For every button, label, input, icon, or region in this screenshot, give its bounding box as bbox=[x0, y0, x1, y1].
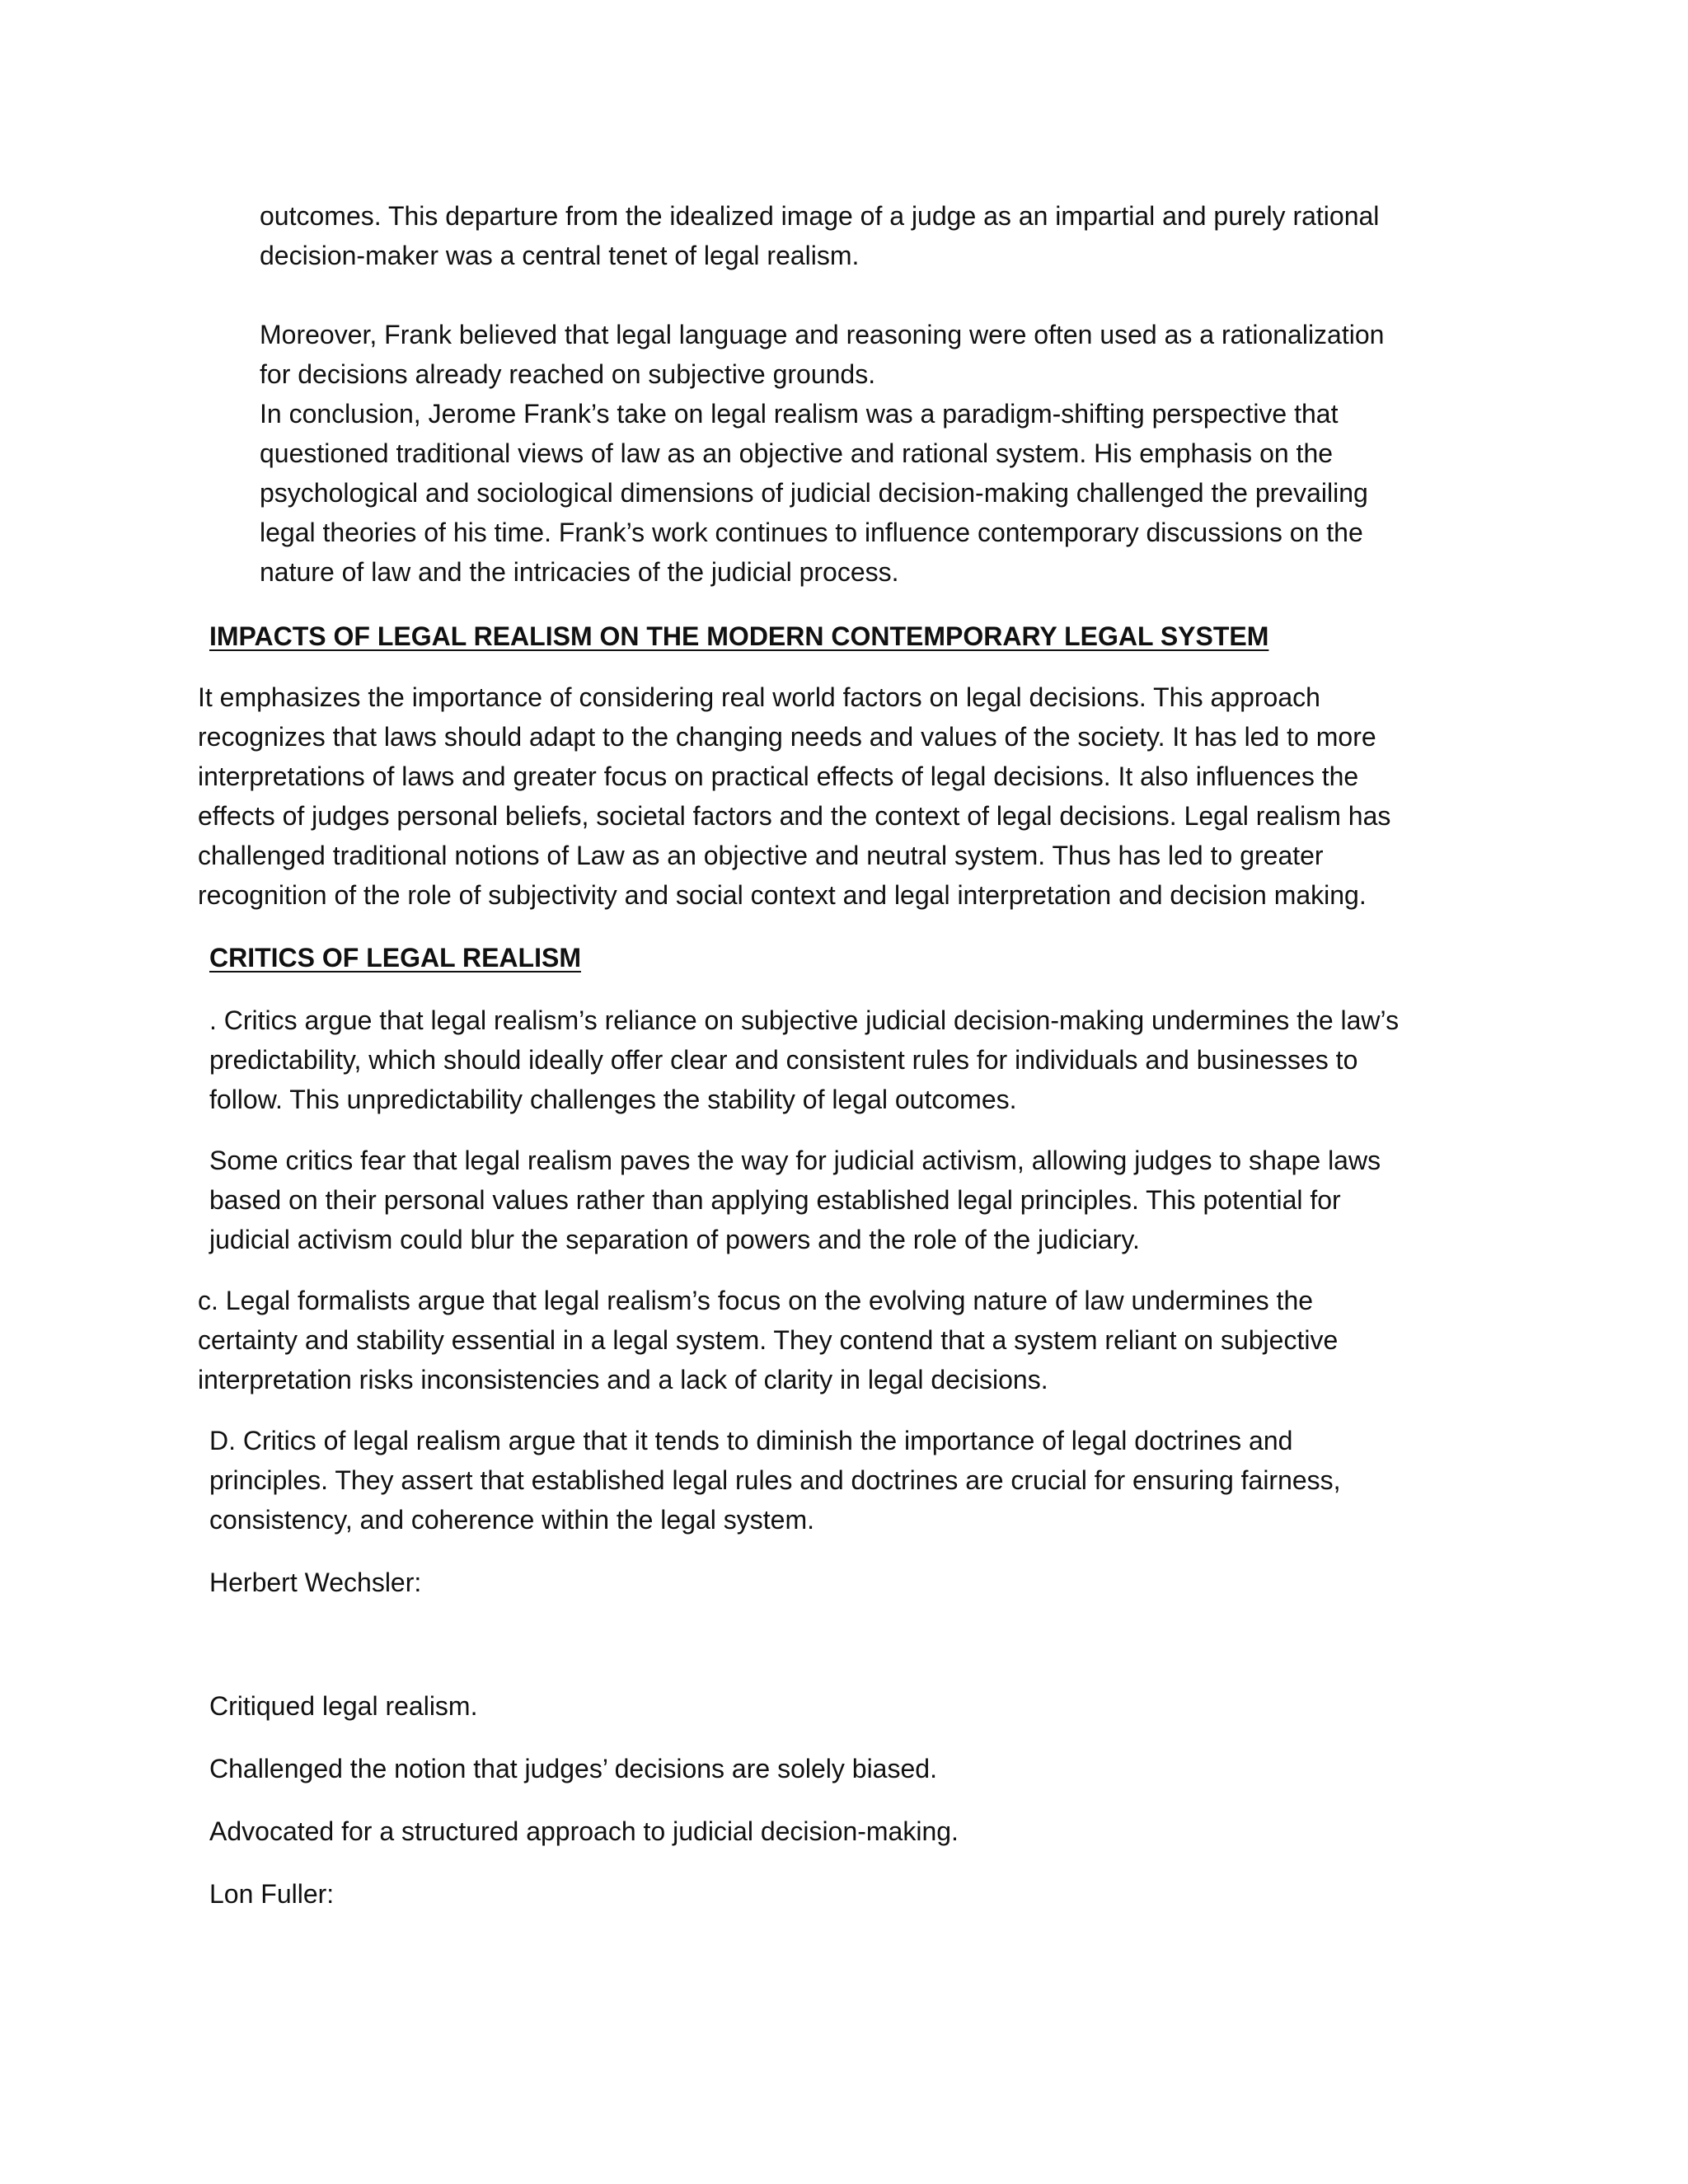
wechsler-name bbox=[209, 1563, 421, 1602]
paragraph-line: for decisions already reached on subjective grounds. bbox=[260, 359, 876, 389]
critic-name: Lon Fuller: bbox=[209, 1879, 335, 1909]
critic-point: Critiqued legal realism. bbox=[209, 1691, 478, 1721]
paragraph-line: recognition of the role of subjectivity and social context and legal interpretation and decision making. bbox=[198, 880, 1367, 910]
paragraph-line: follow. This unpredictability challenges the stability of legal outcomes. bbox=[209, 1085, 1017, 1114]
paragraph-line: . Critics argue that legal realism’s reliance on subjective judicial decision-making undermines the law’s bbox=[209, 1005, 1400, 1035]
impacts-paragraph bbox=[198, 677, 1390, 915]
paragraph-line: questioned traditional views of law as an objective and rational system. His emphasis on the bbox=[260, 438, 1334, 468]
frank-continuation-paragraph bbox=[260, 196, 1379, 275]
paragraph-line: legal theories of his time. Frank’s work continues to influence contemporary discussions on the bbox=[260, 518, 1363, 547]
fuller-name bbox=[209, 1874, 334, 1914]
wechsler-point bbox=[209, 1686, 477, 1726]
paragraph-line: interpretations of laws and greater focus on practical effects of legal decisions. It also influences the bbox=[198, 762, 1359, 791]
critic-point: Challenged the notion that judges’ decisions are solely biased. bbox=[209, 1754, 937, 1783]
critic-point: Advocated for a structured approach to judicial decision-making. bbox=[209, 1816, 959, 1846]
paragraph-line: outcomes. This departure from the idealized image of a judge as an impartial and purely rational bbox=[260, 201, 1380, 231]
paragraph-line: decision-maker was a central tenet of legal realism. bbox=[260, 241, 860, 270]
paragraph-line: c. Legal formalists argue that legal realism’s focus on the evolving nature of law undermines the bbox=[198, 1286, 1314, 1315]
paragraph-line: interpretation risks inconsistencies and a lack of clarity in legal decisions. bbox=[198, 1365, 1048, 1394]
paragraph-line: challenged traditional notions of Law as an objective and neutral system. Thus has led to greater bbox=[198, 841, 1324, 870]
paragraph-line: principles. They assert that established legal rules and doctrines are crucial for ensuring fairness, bbox=[209, 1465, 1341, 1495]
critic-c-paragraph bbox=[198, 1281, 1338, 1399]
wechsler-point bbox=[209, 1749, 937, 1788]
paragraph-line: nature of law and the intricacies of the judicial process. bbox=[260, 557, 899, 587]
paragraph-line: In conclusion, Jerome Frank’s take on legal realism was a paradigm-shifting perspective that bbox=[260, 399, 1339, 429]
critic-b-paragraph bbox=[209, 1141, 1381, 1259]
paragraph-line: based on their personal values rather than applying established legal principles. This potential for bbox=[209, 1185, 1341, 1215]
impacts-heading: IMPACTS OF LEGAL REALISM ON THE MODERN CONTEMPORARY LEGAL SYSTEM bbox=[209, 621, 1269, 651]
critics-heading: CRITICS OF LEGAL REALISM bbox=[209, 943, 581, 972]
critic-a-paragraph bbox=[209, 1001, 1399, 1119]
paragraph-line: psychological and sociological dimensions of judicial decision-making challenged the prevailing bbox=[260, 478, 1368, 508]
paragraph-line: effects of judges personal beliefs, societal factors and the context of legal decisions. Legal realism has bbox=[198, 801, 1391, 831]
frank-conclusion-paragraph bbox=[260, 315, 1384, 592]
critic-name: Herbert Wechsler: bbox=[209, 1568, 422, 1597]
paragraph-line: Moreover, Frank believed that legal language and reasoning were often used as a rationalization bbox=[260, 320, 1385, 349]
critic-d-paragraph bbox=[209, 1421, 1341, 1540]
paragraph-line: D. Critics of legal realism argue that it tends to diminish the importance of legal doctrines and bbox=[209, 1426, 1293, 1455]
wechsler-point bbox=[209, 1811, 959, 1851]
paragraph-line: certainty and stability essential in a legal system. They contend that a system reliant on subjective bbox=[198, 1325, 1339, 1355]
paragraph-line: judicial activism could blur the separation of powers and the role of the judiciary. bbox=[209, 1225, 1140, 1254]
paragraph-line: predictability, which should ideally offer clear and consistent rules for individuals and businesses to bbox=[209, 1045, 1358, 1075]
paragraph-line: consistency, and coherence within the legal system. bbox=[209, 1505, 815, 1535]
paragraph-line: recognizes that laws should adapt to the changing needs and values of the society. It has led to more bbox=[198, 722, 1376, 752]
paragraph-line: It emphasizes the importance of considering real world factors on legal decisions. This approach bbox=[198, 682, 1320, 712]
paragraph-line: Some critics fear that legal realism paves the way for judicial activism, allowing judges to shape laws bbox=[209, 1146, 1381, 1175]
